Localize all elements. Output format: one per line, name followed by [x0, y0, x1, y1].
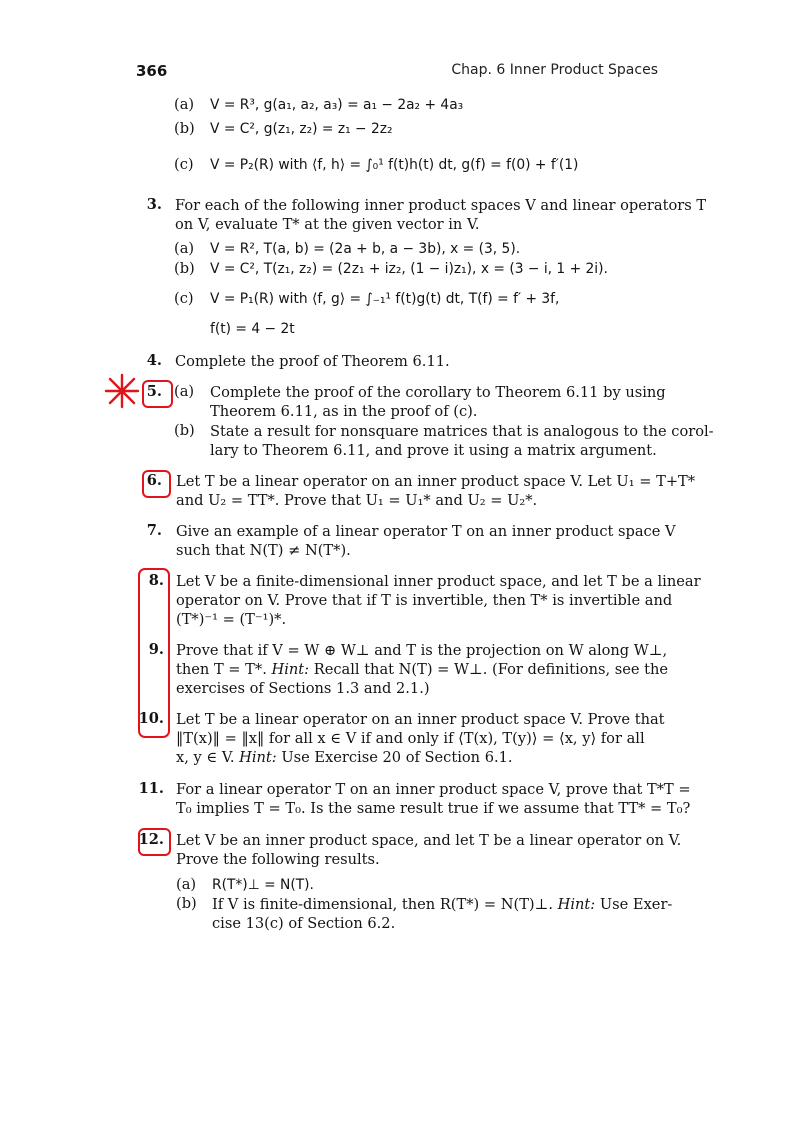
ex3-a-label: (a): [174, 240, 195, 257]
ex4-number: 4.: [146, 352, 162, 369]
ex9-number: 9.: [148, 641, 164, 658]
ex12-b-text1: If V is finite-dimensional, then R(T*) = N(T)⊥. Hint: Use Exer-: [212, 896, 673, 913]
ex5-b-line2: lary to Theorem 6.11, and prove it using a matrix argument.: [210, 442, 657, 459]
ex3-line1: For each of the following inner product spaces V and linear operators T: [175, 197, 707, 214]
ex3-b-text: V = C², T(z₁, z₂) = (2z₁ + iz₂, (1 − i)z₁), x = (3 − i, 1 + 2i).: [210, 261, 608, 277]
ex5-number: 5.: [146, 383, 162, 400]
ex2-b-label: (b): [174, 120, 195, 137]
ex2-c-text: V = P₂(R) with ⟨f, h⟩ = ∫₀¹ f(t)h(t) dt, g(f) = f(0) + f′(1): [210, 157, 579, 173]
ex3-number: 3.: [146, 196, 162, 213]
ex6-number: 6.: [146, 472, 162, 489]
ex11-line2: T₀ implies T = T₀. Is the same result true if we assume that TT* = T₀?: [176, 800, 691, 817]
ex3-a-text: V = R², T(a, b) = (2a + b, a − 3b), x = (3, 5).: [210, 241, 521, 257]
ex12-b-label: (b): [176, 895, 197, 912]
ex3-line2: on V, evaluate T* at the given vector in V.: [175, 216, 480, 233]
ex3-b-label: (b): [174, 260, 195, 277]
ex8-number: 8.: [148, 572, 164, 589]
ex5-b-label: (b): [174, 422, 195, 439]
ex3-c-text: V = P₁(R) with ⟨f, g⟩ = ∫₋₁¹ f(t)g(t) dt, T(f) = f′ + 3f,: [210, 291, 560, 307]
page-number: 366: [136, 62, 168, 80]
ex12-a-text: R(T*)⊥ = N(T).: [212, 877, 314, 893]
ex2-a-text: V = R³, g(a₁, a₂, a₃) = a₁ − 2a₂ + 4a₃: [210, 97, 464, 113]
ex8-line3: (T*)⁻¹ = (T⁻¹)*.: [176, 611, 287, 628]
ex12-a-label: (a): [176, 876, 197, 893]
ex10-line2: ‖T(x)‖ = ‖x‖ for all x ∈ V if and only if ⟨T(x), T(y)⟩ = ⟨x, y⟩ for all: [176, 730, 645, 747]
ex10-line3: x, y ∈ V. Hint: Use Exercise 20 of Section 6.1.: [176, 749, 513, 766]
ex5-b-line1: State a result for nonsquare matrices that is analogous to the corol-: [210, 423, 714, 440]
ex12-line1: Let V be an inner product space, and let T be a linear operator on V.: [176, 832, 682, 849]
ex6-line1: Let T be a linear operator on an inner product space V. Let U₁ = T+T*: [176, 473, 696, 490]
ex5-a-line2: Theorem 6.11, as in the proof of (c).: [210, 403, 478, 420]
ex2-b-text: V = C², g(z₁, z₂) = z₁ − 2z₂: [210, 121, 393, 137]
ex5-a-line1: Complete the proof of the corollary to Theorem 6.11 by using: [210, 384, 666, 401]
ex11-number: 11.: [138, 780, 164, 797]
ex9-line1: Prove that if V = W ⊕ W⊥ and T is the projection on W along W⊥,: [176, 642, 668, 659]
ex8-line1: Let V be a finite-dimensional inner product space, and let T be a linear: [176, 573, 701, 590]
ex12-line2: Prove the following results.: [176, 851, 380, 868]
ex8-line2: operator on V. Prove that if T is invertible, then T* is invertible and: [176, 592, 673, 609]
ex7-number: 7.: [146, 522, 162, 539]
ex2-a-label: (a): [174, 96, 195, 113]
ex3-c-text2: f(t) = 4 − 2t: [210, 321, 295, 337]
ex12-number: 12.: [138, 831, 164, 848]
ex9-line3: exercises of Sections 1.3 and 2.1.): [176, 680, 430, 697]
ex6-line2: and U₂ = TT*. Prove that U₁ = U₁* and U₂ = U₂*.: [176, 492, 538, 509]
ex4-line1: Complete the proof of Theorem 6.11.: [175, 353, 450, 370]
ex11-line1: For a linear operator T on an inner product space V, prove that T*T =: [176, 781, 691, 798]
ex9-line2: then T = T*. Hint: Recall that N(T) = W⊥. (For definitions, see the: [176, 661, 669, 678]
ex12-b-text2: cise 13(c) of Section 6.2.: [212, 915, 396, 932]
ex3-c-label: (c): [174, 290, 194, 307]
ex10-number: 10.: [138, 710, 164, 727]
ex7-line1: Give an example of a linear operator T on an inner product space V: [176, 523, 676, 540]
ex10-line1: Let T be a linear operator on an inner product space V. Prove that: [176, 711, 665, 728]
running-head: Chap. 6 Inner Product Spaces: [451, 62, 658, 78]
ex7-line2: such that N(T) ≠ N(T*).: [176, 542, 351, 559]
ex5-a-label: (a): [174, 383, 195, 400]
ex2-c-label: (c): [174, 156, 194, 173]
